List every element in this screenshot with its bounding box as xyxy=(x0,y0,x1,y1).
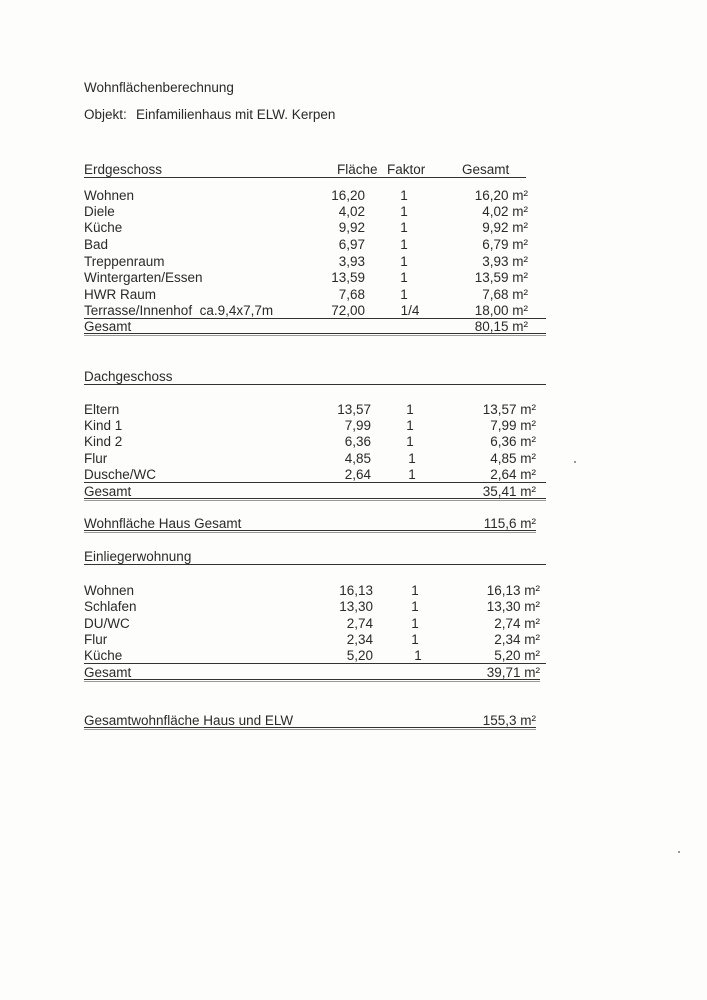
haus-total-label: Wohnfläche Haus Gesamt xyxy=(84,516,242,531)
section-header-erdgeschoss: Erdgeschoss xyxy=(84,162,163,177)
row-name: HWR Raum xyxy=(84,287,157,302)
scan-speck xyxy=(574,461,576,463)
row-name: Kind 2 xyxy=(84,434,123,449)
row-faktor: 1 xyxy=(400,204,408,219)
row-name: Wohnen xyxy=(84,188,135,203)
row-flaeche: 7,68 xyxy=(338,287,365,302)
row-gesamt: 7,68 m² xyxy=(482,287,528,302)
row-gesamt: 2,34 m² xyxy=(494,632,540,647)
total-double-underline xyxy=(84,333,546,336)
row-name: Diele xyxy=(84,204,115,219)
elw-total-label: Gesamt xyxy=(84,665,132,680)
eg-total-label: Gesamt xyxy=(84,319,132,334)
row-flaeche: 6,97 xyxy=(338,237,365,252)
row-faktor: 1 xyxy=(414,648,422,663)
object-label: Objekt: xyxy=(84,107,127,122)
row-faktor: 1 xyxy=(406,402,414,417)
row-gesamt: 13,59 m² xyxy=(474,270,528,285)
row-flaeche: 16,13 xyxy=(339,583,373,598)
row-faktor: 1 xyxy=(411,616,419,631)
row-flaeche: 72,00 xyxy=(331,303,365,318)
row-flaeche: 13,30 xyxy=(339,599,373,614)
row-divider xyxy=(84,482,546,483)
dg-total-value: 35,41 m² xyxy=(482,484,536,499)
row-flaeche: 13,59 xyxy=(331,270,365,285)
row-flaeche: 2,74 xyxy=(346,616,373,631)
row-gesamt: 9,92 m² xyxy=(482,220,528,235)
row-name: Terrasse/Innenhof ca.9,4x7,7m xyxy=(84,303,274,318)
row-faktor: 1 xyxy=(406,418,414,433)
row-faktor: 1/4 xyxy=(400,303,420,318)
row-gesamt: 2,64 m² xyxy=(490,467,536,482)
row-gesamt: 18,00 m² xyxy=(474,303,528,318)
row-flaeche: 5,20 xyxy=(346,648,373,663)
row-gesamt: 5,20 m² xyxy=(494,648,540,663)
row-gesamt: 7,99 m² xyxy=(490,418,536,433)
elw-total-value: 39,71 m² xyxy=(486,665,540,680)
row-divider xyxy=(84,663,546,664)
column-header-faktor: Faktor xyxy=(387,162,426,177)
row-name: Bad xyxy=(84,237,109,252)
section-underline xyxy=(84,564,546,565)
column-header-gesamt: Gesamt xyxy=(462,162,510,177)
row-gesamt: 4,02 m² xyxy=(482,204,528,219)
row-faktor: 1 xyxy=(408,451,416,466)
row-gesamt: 3,93 m² xyxy=(482,254,528,269)
row-name: Dusche/WC xyxy=(84,467,157,482)
row-gesamt: 13,30 m² xyxy=(486,599,540,614)
row-name: Küche xyxy=(84,220,123,235)
row-name: Eltern xyxy=(84,402,120,417)
section-header-dachgeschoss: Dachgeschoss xyxy=(84,369,173,384)
row-flaeche: 4,85 xyxy=(344,451,371,466)
row-faktor: 1 xyxy=(411,599,419,614)
total-double-underline xyxy=(84,727,536,730)
document-title: Wohnflächenberechnung xyxy=(84,80,234,95)
row-gesamt: 16,13 m² xyxy=(486,583,540,598)
section-header-einliegerwohnung: Einliegerwohnung xyxy=(84,549,192,564)
dg-total-label: Gesamt xyxy=(84,484,132,499)
row-name: Wintergarten/Essen xyxy=(84,270,203,285)
row-flaeche: 9,92 xyxy=(338,220,365,235)
row-faktor: 1 xyxy=(411,632,419,647)
grand-total-label: Gesamtwohnfläche Haus und ELW xyxy=(84,713,294,728)
row-flaeche: 7,99 xyxy=(344,418,371,433)
row-gesamt: 13,57 m² xyxy=(482,402,536,417)
eg-total-value: 80,15 m² xyxy=(474,319,528,334)
row-flaeche: 4,02 xyxy=(338,204,365,219)
row-name: Flur xyxy=(84,451,108,466)
row-faktor: 1 xyxy=(411,583,419,598)
column-header-flaeche: Fläche xyxy=(337,162,378,177)
row-name: Wohnen xyxy=(84,583,135,598)
row-flaeche: 13,57 xyxy=(337,402,371,417)
row-name: Schlafen xyxy=(84,599,137,614)
row-faktor: 1 xyxy=(400,220,408,235)
row-name: Flur xyxy=(84,632,108,647)
total-double-underline xyxy=(84,498,546,501)
row-name: Kind 1 xyxy=(84,418,123,433)
row-flaeche: 6,36 xyxy=(344,434,371,449)
scan-speck xyxy=(678,851,680,853)
object-value: Einfamilienhaus mit ELW. Kerpen xyxy=(136,107,336,122)
row-gesamt: 16,20 m² xyxy=(474,188,528,203)
row-name: Treppenraum xyxy=(84,254,165,269)
section-underline xyxy=(84,177,526,178)
row-flaeche: 3,93 xyxy=(338,254,365,269)
row-faktor: 1 xyxy=(400,270,408,285)
row-faktor: 1 xyxy=(400,287,408,302)
grand-total-value: 155,3 m² xyxy=(482,713,536,728)
haus-total-value: 115,6 m² xyxy=(483,516,536,531)
row-flaeche: 16,20 xyxy=(331,188,365,203)
row-flaeche: 2,34 xyxy=(346,632,373,647)
row-faktor: 1 xyxy=(400,254,408,269)
row-faktor: 1 xyxy=(400,237,408,252)
total-double-underline xyxy=(84,530,536,533)
row-gesamt: 6,79 m² xyxy=(482,237,528,252)
row-name: DU/WC xyxy=(84,616,130,631)
row-gesamt: 2,74 m² xyxy=(494,616,540,631)
total-double-underline xyxy=(84,679,540,682)
row-gesamt: 4,85 m² xyxy=(490,451,536,466)
row-faktor: 1 xyxy=(400,188,408,203)
row-name: Küche xyxy=(84,648,123,663)
section-underline xyxy=(84,384,546,385)
row-gesamt: 6,36 m² xyxy=(490,434,536,449)
row-faktor: 1 xyxy=(406,434,414,449)
row-faktor: 1 xyxy=(408,467,416,482)
row-flaeche: 2,64 xyxy=(344,467,371,482)
